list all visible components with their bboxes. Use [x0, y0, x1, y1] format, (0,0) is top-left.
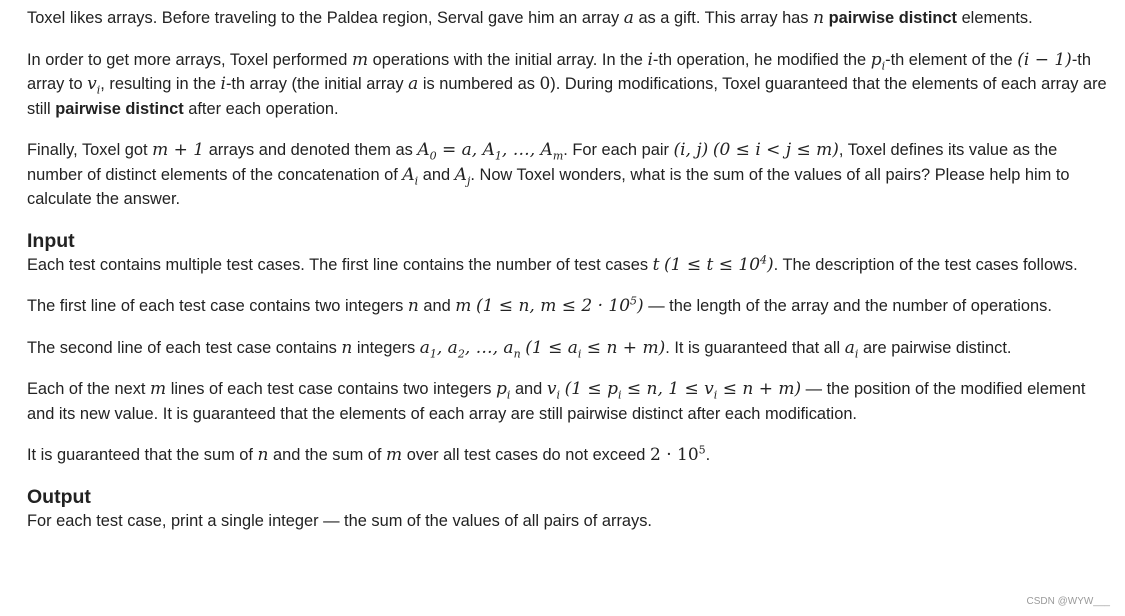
bold-text: pairwise distinct: [55, 99, 184, 118]
math-text: (1 ≤ a: [525, 337, 578, 358]
math-a: a: [623, 8, 634, 28]
subscript: 1: [429, 346, 437, 360]
math-A: A: [417, 140, 430, 160]
math-text: ): [637, 296, 644, 316]
subscript: i: [556, 388, 560, 402]
text: The first line of each test case contains two integers: [27, 297, 408, 315]
input-array: [27, 336, 1112, 361]
math-text: ≤ n + m): [717, 379, 802, 399]
subscript: j: [466, 173, 471, 187]
subscript: 1: [494, 149, 502, 163]
paragraph-operations: [27, 48, 1112, 122]
subscript: 2: [457, 346, 465, 360]
math-text: (1 ≤ n, m ≤ 2 · 10: [475, 296, 631, 316]
math-text: = a, A: [436, 140, 495, 160]
paragraph-intro: [27, 6, 1112, 31]
paragraph-pairs: [27, 138, 1112, 212]
text: is numbered as: [418, 75, 540, 93]
math-text: ): [767, 254, 774, 275]
text: Each test contains multiple test cases. The first line contains the number of test cases: [27, 255, 653, 274]
math-A: A: [454, 164, 467, 185]
input-n-m: [27, 294, 1112, 319]
math-a-sequence: [420, 338, 521, 358]
math-m: m: [351, 49, 369, 70]
text: . For each pair: [563, 141, 674, 159]
text: -th array to: [27, 50, 1091, 93]
math-a-i: [845, 338, 859, 358]
math-A: A: [402, 164, 415, 185]
math-p-i: [871, 50, 885, 70]
output-description: For each test case, print a single integer — the sum of the values of all pairs of arrays.: [27, 511, 652, 530]
subscript: 0: [429, 149, 437, 163]
math-n: n: [341, 337, 353, 358]
math-text: , …, a: [464, 337, 514, 358]
subscript: i: [414, 173, 419, 187]
text: and: [418, 297, 456, 315]
superscript: 5: [630, 294, 638, 308]
input-sum-constraint: [27, 443, 1112, 468]
math-m: m: [386, 445, 403, 465]
subscript: i: [506, 388, 511, 402]
watermark: CSDN @WYW___: [1026, 596, 1110, 607]
math-text: a: [419, 337, 430, 358]
math-p-v-range: [564, 379, 802, 402]
math-n: n: [407, 296, 419, 316]
math-text: (1 ≤ p: [564, 379, 618, 399]
text: . Now Toxel wonders, what is the sum of the values of all pairs? Please help him to calculate the answer.: [27, 165, 1070, 208]
math-n: n: [813, 8, 825, 28]
math-m-plus-1: m + 1: [152, 140, 205, 160]
text: . The description of the test cases follows.: [773, 255, 1078, 274]
text: and: [510, 380, 547, 398]
text: arrays and denoted them as: [208, 141, 418, 159]
text: over all test cases do not exceed: [402, 446, 650, 464]
text: — the length of the array and the number of operations.: [643, 297, 1052, 315]
math-n-m-range: [476, 296, 644, 316]
math-text: , …, A: [501, 140, 553, 160]
math-a: a: [844, 337, 855, 358]
subscript: n: [513, 346, 521, 360]
text: , resulting in the: [100, 75, 221, 93]
text: In order to get more arrays, Toxel performed: [27, 50, 352, 69]
subscript: i: [713, 388, 718, 402]
subscript: i: [854, 346, 859, 360]
math-p: p: [495, 379, 507, 399]
math-a: a: [408, 74, 419, 94]
text: and: [418, 165, 455, 184]
text: operations with the initial array. In the: [368, 50, 648, 69]
text: and the sum of: [268, 446, 387, 464]
text: Each of the next: [27, 380, 151, 398]
math-n: n: [257, 445, 269, 465]
subscript: i: [96, 83, 101, 97]
math-text: ≤ n, 1 ≤ v: [621, 379, 714, 399]
math-v: v: [546, 379, 557, 399]
math-t: t: [652, 254, 660, 275]
text: . It is guaranteed that all: [665, 338, 845, 357]
text: The second line of each test case contains: [27, 338, 342, 357]
text: — the position of the modified element and its new value. It is guaranteed that the elements of each array are still pairwise distinct after each modification.: [27, 380, 1086, 423]
math-sum-limit: [650, 445, 706, 465]
subscript: i: [881, 58, 886, 72]
math-p: p: [870, 49, 882, 70]
math-p-i: [495, 379, 511, 402]
subscript: m: [552, 149, 564, 163]
subscript: i: [617, 388, 622, 402]
text: integers: [352, 338, 420, 357]
output-heading: Output: [27, 485, 91, 508]
math-text: ≤ n + m): [581, 337, 666, 358]
text: Finally, Toxel got: [27, 141, 153, 159]
math-zero: 0: [539, 74, 551, 94]
input-heading: Input: [27, 229, 75, 252]
math-v-i: [87, 74, 101, 97]
input-test-count: [27, 253, 1112, 278]
math-i-minus-1: (i − 1): [1017, 49, 1072, 70]
text: -th operation, he modified the: [652, 50, 871, 69]
text: .: [705, 446, 711, 464]
math-v: v: [87, 74, 97, 94]
text: It is guaranteed that the sum of: [27, 446, 258, 464]
text: are pairwise distinct.: [858, 338, 1012, 357]
math-text: , a: [436, 337, 458, 358]
math-array-sequence: [417, 140, 564, 163]
superscript: 5: [698, 443, 706, 457]
text: as a gift. This array has: [633, 9, 814, 27]
bold-text: pairwise distinct: [828, 9, 958, 27]
math-pair-range: (0 ≤ i < j ≤ m): [712, 140, 839, 160]
text: after each operation.: [183, 99, 339, 118]
math-text: 2 · 10: [649, 445, 699, 465]
math-a-range: [525, 338, 665, 358]
subscript: i: [577, 346, 582, 360]
text: ). During modifications, Toxel guaranteed that the elements of each array are still: [27, 75, 1107, 118]
math-i: i: [647, 49, 653, 70]
superscript: 4: [760, 252, 768, 266]
problem-statement: [27, 6, 1112, 550]
math-m: m: [150, 379, 167, 399]
math-A-j: [455, 165, 471, 185]
text: Toxel likes arrays. Before traveling to the Paldea region, Serval gave him an array: [27, 9, 624, 27]
math-A-i: [402, 165, 418, 185]
math-t-range: [664, 252, 774, 275]
math-i: i: [220, 74, 226, 94]
text: elements.: [957, 9, 1033, 27]
text: -th element of the: [885, 50, 1018, 69]
text: , Toxel defines its value as the number of distinct elements of the concatenation of: [27, 141, 1058, 184]
input-operations: [27, 377, 1112, 426]
math-m: m: [455, 296, 472, 316]
math-text: (1 ≤ t ≤ 10: [664, 254, 761, 275]
math-pair: (i, j): [673, 140, 709, 160]
math-v-i: [546, 379, 560, 402]
text: lines of each test case contains two integers: [166, 380, 496, 398]
text: -th array (the initial array: [225, 75, 409, 93]
